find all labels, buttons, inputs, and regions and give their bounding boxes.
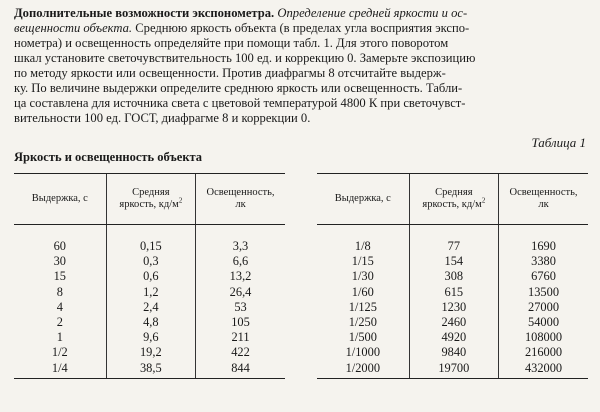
cell-illuminance: 13500 <box>499 285 588 300</box>
paragraph-line-1 <box>14 6 586 21</box>
cell-brightness: 9,6 <box>106 330 195 345</box>
cell-illuminance: 53 <box>196 300 285 315</box>
table-label: Таблица 1 <box>531 135 586 150</box>
table-row <box>14 345 285 360</box>
cell-exposure: 1/30 <box>351 269 374 284</box>
cell-exposure: 1/125 <box>348 299 377 314</box>
table-right-body <box>317 225 588 379</box>
cell-brightness: 1230 <box>409 300 498 315</box>
cell-brightness: 0,15 <box>106 225 195 255</box>
cell-brightness: 2,4 <box>106 300 195 315</box>
header-illuminance-line1: Освещенность, <box>509 187 578 198</box>
cell-illuminance: 3380 <box>499 254 588 269</box>
cell-brightness: 19,2 <box>106 345 195 360</box>
table-row <box>14 225 285 255</box>
table-row <box>14 285 285 300</box>
table-row <box>14 269 285 284</box>
cell-exposure: 1 <box>56 330 63 345</box>
cell-exposure: 60 <box>53 239 66 254</box>
header-exposure <box>317 174 409 225</box>
cell-illuminance: 105 <box>196 315 285 330</box>
cell-exposure: 1/8 <box>354 239 371 254</box>
cell-illuminance: 432000 <box>499 361 588 379</box>
section-title: Яркость и освещенность объекта <box>14 150 203 164</box>
cell-exposure: 1/2000 <box>317 361 409 379</box>
cell-brightness: 615 <box>409 285 498 300</box>
header-brightness <box>409 174 498 225</box>
cell-brightness: 77 <box>409 225 498 255</box>
table-row <box>317 300 588 315</box>
cell-brightness: 0,3 <box>106 254 195 269</box>
header-brightness-line2: яркость, кд/м <box>422 199 482 210</box>
cell-brightness: 19700 <box>409 361 498 379</box>
header-brightness-line1: Средняя <box>435 187 473 198</box>
cell-illuminance: 13,2 <box>196 269 285 284</box>
header-illuminance-line2: лк <box>235 199 246 210</box>
table-row <box>14 361 285 379</box>
paragraph-line-3: нометра) и освещенность определяйте при помощи табл. 1. Для этого поворотом <box>14 36 449 50</box>
cell-exposure: 15 <box>53 269 66 284</box>
table-row <box>317 225 588 255</box>
table-row <box>317 361 588 379</box>
table-row <box>317 269 588 284</box>
header-exposure <box>14 174 106 225</box>
header-illuminance <box>499 174 588 225</box>
cell-exposure: 4 <box>56 299 63 314</box>
cell-exposure: 1/60 <box>351 284 374 299</box>
paragraph-subheading-part1: Определение средней яркости и ос- <box>277 6 468 20</box>
table-right <box>317 173 588 379</box>
header-brightness-line1: Средняя <box>132 187 170 198</box>
cell-exposure: 1/1000 <box>345 345 381 360</box>
cell-brightness: 9840 <box>409 345 498 360</box>
table-row <box>317 345 588 360</box>
cell-brightness: 38,5 <box>106 361 195 379</box>
header-brightness-sup: 2 <box>481 196 486 205</box>
cell-exposure: 1/15 <box>351 254 374 269</box>
table-row <box>317 254 588 269</box>
intro-paragraph <box>14 6 586 126</box>
paragraph-line-4: шкал установите светочувствительность 100 ед. и коррекцию 0. Замерьте экспозицию <box>14 51 476 65</box>
cell-illuminance: 422 <box>196 345 285 360</box>
cell-exposure: 1/250 <box>348 315 377 330</box>
table-row <box>14 254 285 269</box>
cell-illuminance: 108000 <box>499 330 588 345</box>
table-row <box>317 315 588 330</box>
header-illuminance-line2: лк <box>538 199 549 210</box>
paragraph-line-5: по методу яркости или освещенности. Против диафрагмы 8 отсчитайте выдерж- <box>14 66 446 80</box>
cell-illuminance: 3,3 <box>196 225 285 255</box>
cell-exposure: 2 <box>56 315 63 330</box>
header-brightness-sup: 2 <box>178 196 183 205</box>
cell-illuminance: 27000 <box>499 300 588 315</box>
cell-illuminance: 216000 <box>499 345 588 360</box>
paragraph-line-8: вительности 100 ед. ГОСТ, диафрагме 8 и коррекции 0. <box>14 111 311 125</box>
paragraph-line-6: ку. По величине выдержки определите среднюю яркость или освещенность. Табли- <box>14 81 463 95</box>
paragraph-subheading-part2: вещенности объекта. <box>14 21 133 35</box>
table-row <box>14 330 285 345</box>
header-illuminance <box>196 174 285 225</box>
header-exposure-label: Выдержка, с <box>31 193 88 204</box>
header-brightness <box>106 174 195 225</box>
cell-exposure: 1/500 <box>348 330 377 345</box>
cell-illuminance: 844 <box>196 361 285 379</box>
cell-illuminance: 1690 <box>499 225 588 255</box>
cell-exposure: 1/2 <box>51 345 68 360</box>
cell-illuminance: 6760 <box>499 269 588 284</box>
cell-illuminance: 6,6 <box>196 254 285 269</box>
paragraph-heading: Дополнительные возможности экспонометра. <box>14 6 275 20</box>
cell-brightness: 154 <box>409 254 498 269</box>
paragraph-line-7: ца составлена для источника света с цветовой температурой 4800 К при светочувст- <box>14 96 466 110</box>
paragraph-line-2-text: Среднюю яркость объекта (в пределах угла восприятия экспо- <box>135 21 470 35</box>
table-row <box>14 300 285 315</box>
table-row <box>317 330 588 345</box>
cell-exposure: 30 <box>53 254 66 269</box>
table-left-body <box>14 225 285 379</box>
table-left <box>14 173 285 379</box>
table-row <box>14 315 285 330</box>
cell-brightness: 2460 <box>409 315 498 330</box>
header-exposure-label: Выдержка, с <box>334 193 391 204</box>
cell-exposure: 8 <box>56 284 63 299</box>
cell-illuminance: 211 <box>196 330 285 345</box>
cell-illuminance: 54000 <box>499 315 588 330</box>
cell-brightness: 308 <box>409 269 498 284</box>
cell-brightness: 0,6 <box>106 269 195 284</box>
table-row <box>317 285 588 300</box>
paragraph-line-2 <box>14 21 586 36</box>
cell-brightness: 4920 <box>409 330 498 345</box>
cell-brightness: 4,8 <box>106 315 195 330</box>
header-brightness-line2: яркость, кд/м <box>119 199 179 210</box>
header-illuminance-line1: Освещенность, <box>206 187 275 198</box>
cell-brightness: 1,2 <box>106 285 195 300</box>
cell-exposure: 1/4 <box>14 361 106 379</box>
cell-illuminance: 26,4 <box>196 285 285 300</box>
